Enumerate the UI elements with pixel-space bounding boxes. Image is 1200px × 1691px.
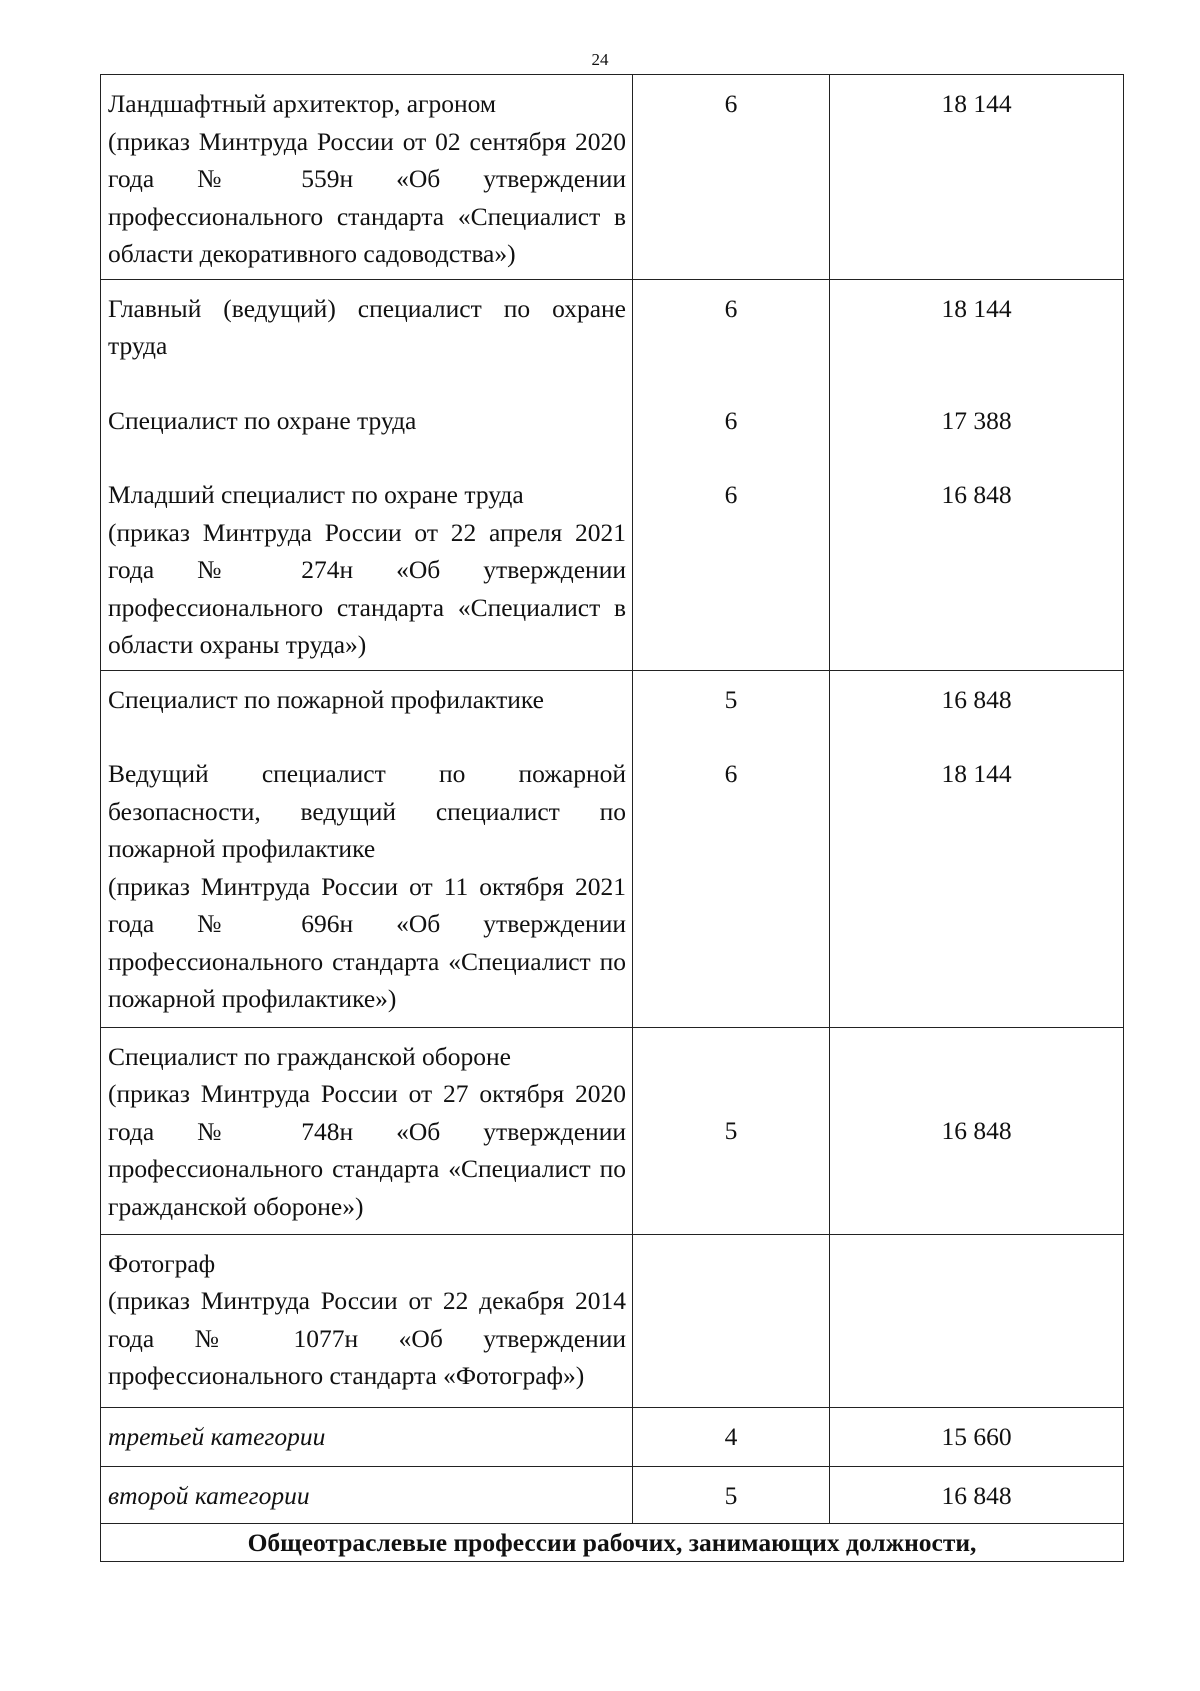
salary-value: 15 660 (941, 1421, 1012, 1451)
salary-cell (830, 670, 1124, 1027)
salary-cell (830, 75, 1124, 280)
position-cell (101, 75, 633, 280)
position-cell (101, 1234, 633, 1407)
qualification-level: 6 (724, 89, 738, 118)
salary-value: 16 848 (941, 684, 1012, 714)
salary-value: 16 848 (941, 1480, 1012, 1510)
table-row (101, 1466, 1124, 1523)
order-reference: (приказ Минтруда России от 02 сентября 2020 года № 559н «Об утверждении профессионального стандарта «Специалист в области декоративного садоводства») (108, 126, 626, 268)
salary-value: 18 144 (941, 759, 1012, 788)
table-row (101, 670, 1124, 1027)
qualification-level: 5 (724, 1480, 738, 1510)
position-cell (101, 670, 633, 1027)
salary-value: 16 848 (941, 480, 1012, 509)
category-label: второй категории (108, 1480, 310, 1510)
salary-cell (830, 1027, 1124, 1234)
qualification-level-cell (633, 1234, 830, 1407)
position-title: Главный (ведущий) специалист по охране труда (108, 293, 626, 360)
qualification-level: 6 (724, 759, 738, 788)
position-title: Специалист по пожарной профилактике (108, 684, 544, 714)
qualification-level: 5 (724, 684, 738, 714)
qualification-level: 6 (724, 480, 738, 509)
salary-cell (830, 1466, 1124, 1523)
qualification-level-cell (633, 1407, 830, 1466)
position-title: Фотограф (108, 1248, 216, 1278)
order-reference: (приказ Минтруда России от 22 апреля 2021 года № 274н «Об утверждении профессионального стандарта «Специалист в области охраны труда») (108, 517, 626, 659)
table-row (101, 1027, 1124, 1234)
position-title: Младший специалист по охране труда (108, 480, 524, 509)
qualification-level: 5 (724, 1115, 738, 1145)
table-row (101, 1234, 1124, 1407)
salary-value: 16 848 (941, 1115, 1012, 1145)
position-cell (101, 1027, 633, 1234)
order-reference: (приказ Минтруда России от 11 октября 2021 года № 696н «Об утверждении профессионального стандарта «Специалист по пожарной профилактике») (108, 871, 626, 1013)
table-row (101, 1407, 1124, 1466)
page-number: 24 (591, 50, 609, 69)
salary-cell (830, 1407, 1124, 1466)
table-row (101, 1523, 1124, 1562)
category-label: третьей категории (108, 1421, 326, 1451)
salary-value: 18 144 (941, 293, 1012, 323)
qualification-level-cell (633, 279, 830, 670)
order-reference: (приказ Минтруда России от 27 октября 2020 года № 748н «Об утверждении профессионального стандарта «Специалист по гражданской обороне») (108, 1079, 626, 1221)
category-cell (101, 1407, 633, 1466)
qualification-level-cell (633, 670, 830, 1027)
qualification-level-cell (633, 1027, 830, 1234)
position-cell (101, 279, 633, 670)
qualification-level: 6 (724, 405, 738, 435)
salary-cell (830, 1234, 1124, 1407)
salary-cell (830, 279, 1124, 670)
table-row (101, 75, 1124, 280)
salary-value: 17 388 (941, 405, 1012, 435)
salary-value: 18 144 (941, 89, 1012, 118)
position-title: Ведущий специалист по пожарной безопасности, ведущий специалист по пожарной профилактике (108, 759, 626, 863)
qualification-level-cell (633, 1466, 830, 1523)
position-title: Специалист по охране труда (108, 405, 417, 435)
position-title: Специалист по гражданской обороне (108, 1041, 511, 1071)
category-cell (101, 1466, 633, 1523)
qualification-level-cell (633, 75, 830, 280)
qualification-level: 6 (724, 293, 738, 323)
table-row (101, 279, 1124, 670)
position-title: Ландшафтный архитектор, агроном (108, 89, 497, 118)
qualification-level: 4 (724, 1421, 738, 1451)
order-reference: (приказ Минтруда России от 22 декабря 2014 года № 1077н «Об утверждении профессионального стандарта «Фотограф») (108, 1286, 626, 1390)
section-heading: Общеотраслевые профессии рабочих, занимающих должности, (101, 1523, 1124, 1562)
positions-table (100, 74, 1124, 1562)
